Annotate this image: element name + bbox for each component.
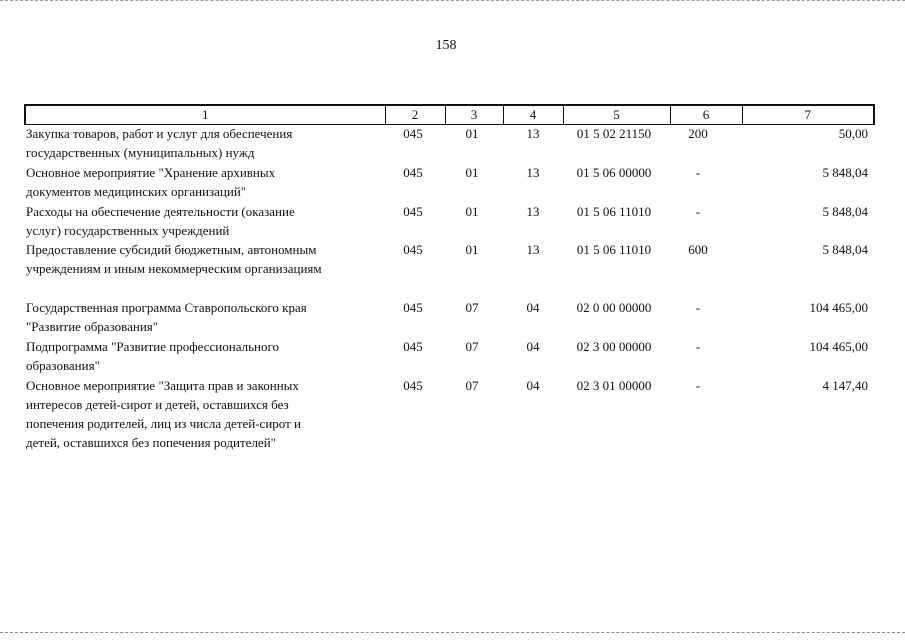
cell-col-5: 02 0 00 00000 bbox=[576, 300, 652, 315]
cell-col-7: 50,00 bbox=[838, 126, 868, 141]
cell-col-3: 01 bbox=[465, 204, 479, 219]
table-header bbox=[24, 104, 875, 125]
cell-col-2: 045 bbox=[403, 204, 423, 219]
cell-col-7: 104 465,00 bbox=[809, 300, 868, 315]
row-name-line: Закупка товаров, работ и услуг для обеспечения bbox=[26, 126, 293, 141]
header-row bbox=[25, 105, 874, 125]
row-name bbox=[26, 240, 386, 278]
cell-col-4: 04 bbox=[526, 300, 540, 315]
cell-col-6: 200 bbox=[688, 126, 708, 141]
cell-col-2: 045 bbox=[403, 378, 423, 393]
cell-col-3: 07 bbox=[465, 300, 479, 315]
cell-col-4: 13 bbox=[526, 126, 540, 141]
row-name bbox=[26, 376, 386, 452]
row-name-line: попечения родителей, лиц из числа детей-сирот и bbox=[26, 416, 302, 431]
cell-col-2: 045 bbox=[403, 300, 423, 315]
row-name bbox=[26, 124, 386, 162]
cell-col-6: - bbox=[695, 204, 701, 219]
cell-col-5: 01 5 06 11010 bbox=[576, 204, 652, 219]
cell-col-4: 13 bbox=[526, 165, 540, 180]
scan-bottom-edge bbox=[0, 632, 905, 635]
row-name-line: документов медицинских организаций" bbox=[26, 184, 247, 199]
header-col-7: 7 bbox=[742, 105, 874, 125]
cell-col-5: 01 5 06 00000 bbox=[576, 165, 652, 180]
row-name bbox=[26, 202, 386, 240]
header-col-6: 6 bbox=[670, 105, 742, 125]
cell-col-4: 13 bbox=[526, 242, 540, 257]
cell-col-2: 045 bbox=[403, 242, 423, 257]
row-name bbox=[26, 337, 386, 375]
cell-col-6: - bbox=[695, 300, 701, 315]
row-name-line: Государственная программа Ставропольского края bbox=[26, 300, 307, 315]
row-name-line: Основное мероприятие "Защита прав и законных bbox=[26, 378, 299, 393]
row-name-line: "Развитие образования" bbox=[26, 319, 159, 334]
cell-col-3: 01 bbox=[465, 242, 479, 257]
cell-col-4: 04 bbox=[526, 378, 540, 393]
cell-col-3: 07 bbox=[465, 339, 479, 354]
cell-col-4: 13 bbox=[526, 204, 540, 219]
cell-col-4: 04 bbox=[526, 339, 540, 354]
cell-col-7: 5 848,04 bbox=[822, 242, 868, 257]
cell-col-3: 01 bbox=[465, 165, 479, 180]
page-number: 158 bbox=[435, 38, 457, 53]
header-col-1: 1 bbox=[25, 105, 385, 125]
cell-col-5: 01 5 06 11010 bbox=[576, 242, 652, 257]
cell-col-5: 02 3 00 00000 bbox=[576, 339, 652, 354]
cell-col-6: 600 bbox=[688, 242, 708, 257]
cell-col-7: 5 848,04 bbox=[822, 165, 868, 180]
cell-col-6: - bbox=[695, 378, 701, 393]
cell-col-5: 02 3 01 00000 bbox=[576, 378, 652, 393]
header-col-2: 2 bbox=[385, 105, 445, 125]
header-col-4: 4 bbox=[503, 105, 563, 125]
row-name-line: учреждениям и иным некоммерческим организациям bbox=[26, 261, 322, 276]
cell-col-2: 045 bbox=[403, 165, 423, 180]
cell-col-6: - bbox=[695, 339, 701, 354]
cell-col-3: 01 bbox=[465, 126, 479, 141]
row-name-line: образования" bbox=[26, 358, 100, 373]
row-name bbox=[26, 163, 386, 201]
row-name-line: детей, оставшихся без попечения родителей" bbox=[26, 435, 276, 450]
row-name-line: Предоставление субсидий бюджетным, автономным bbox=[26, 242, 317, 257]
cell-col-6: - bbox=[695, 165, 701, 180]
scan-top-edge bbox=[0, 0, 905, 3]
row-name bbox=[26, 298, 386, 336]
row-name-line: Расходы на обеспечение деятельности (оказание bbox=[26, 204, 295, 219]
row-name-line: услуг) государственных учреждений bbox=[26, 223, 230, 238]
cell-col-2: 045 bbox=[403, 126, 423, 141]
cell-col-3: 07 bbox=[465, 378, 479, 393]
cell-col-5: 01 5 02 21150 bbox=[576, 126, 652, 141]
header-col-5: 5 bbox=[563, 105, 670, 125]
row-name-line: Основное мероприятие "Хранение архивных bbox=[26, 165, 276, 180]
cell-col-2: 045 bbox=[403, 339, 423, 354]
row-name-line: интересов детей-сирот и детей, оставшихся без bbox=[26, 397, 289, 412]
cell-col-7: 4 147,40 bbox=[822, 378, 868, 393]
cell-col-7: 104 465,00 bbox=[809, 339, 868, 354]
row-name-line: Подпрограмма "Развитие профессионального bbox=[26, 339, 279, 354]
cell-col-7: 5 848,04 bbox=[822, 204, 868, 219]
header-col-3: 3 bbox=[445, 105, 503, 125]
row-name-line: государственных (муниципальных) нужд bbox=[26, 145, 255, 160]
